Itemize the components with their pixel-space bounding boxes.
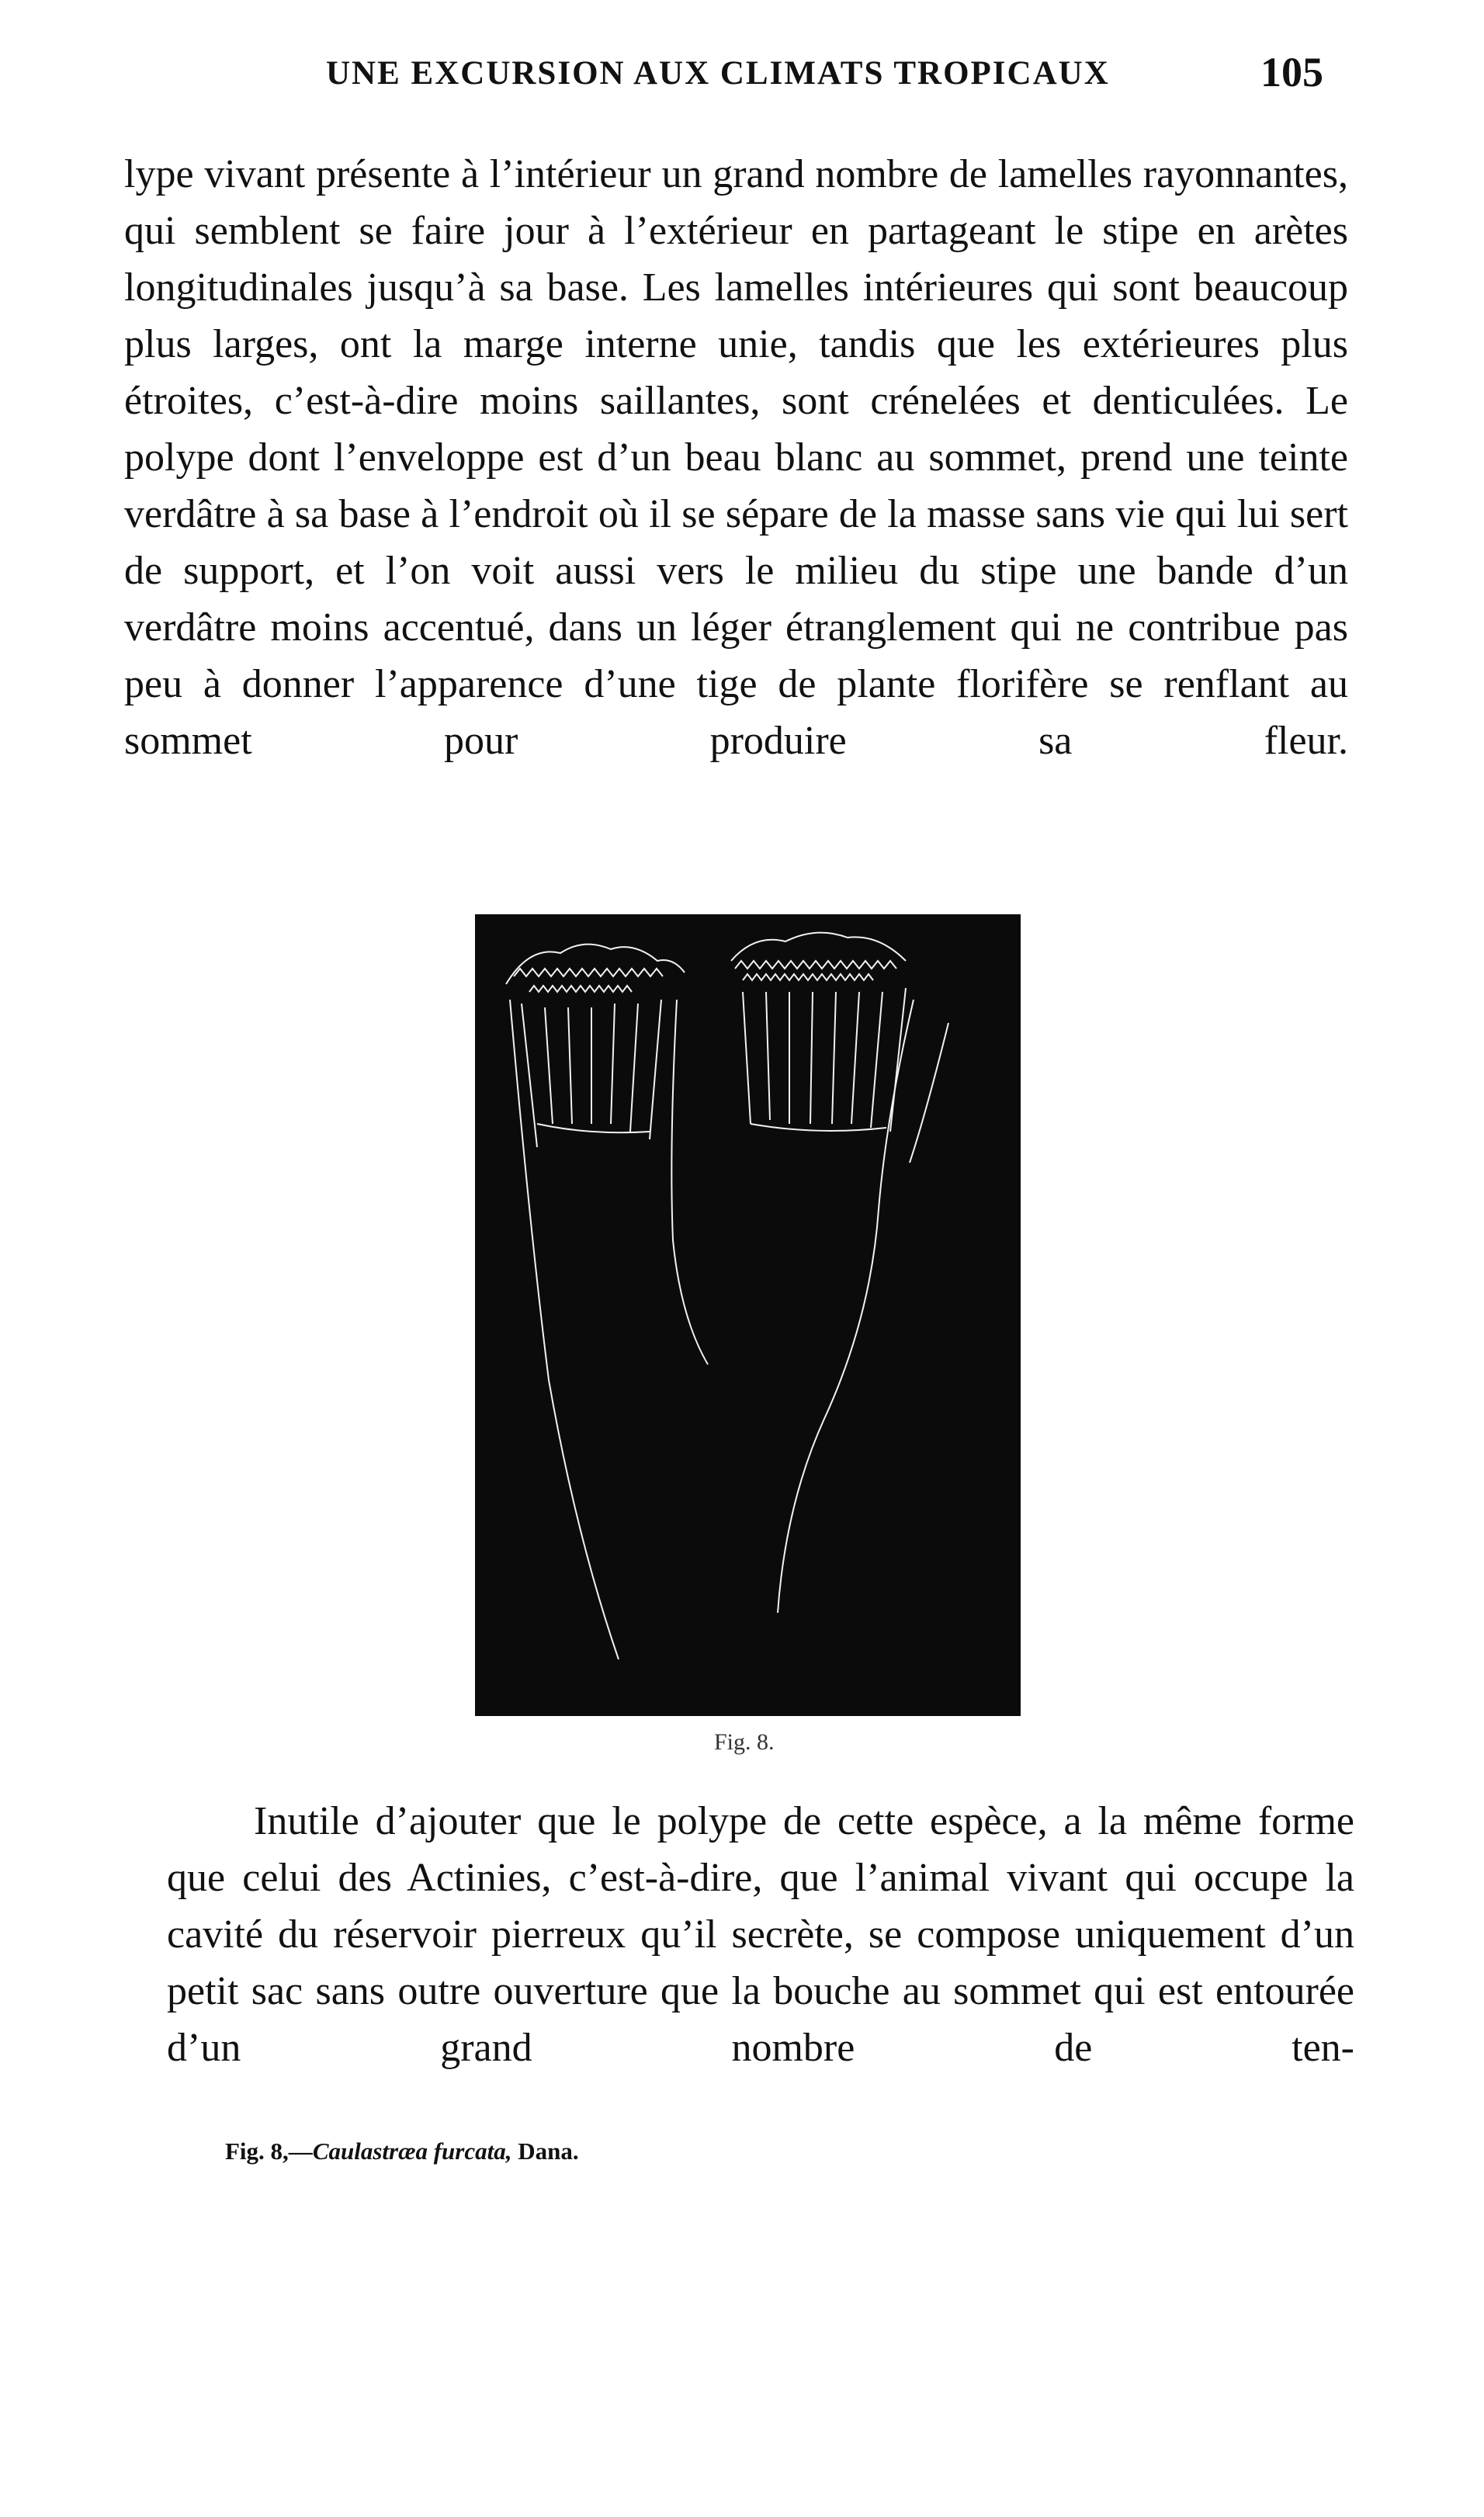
caption-author: Dana. [518, 2137, 579, 2165]
paragraph-2: Inutile d’ajouter que le polype de cette espèce, a la même forme que celui des Actinies, c’est-à-dire, que l’animal vivant qui occupe la cavité du réservoir pierreux qu’il secrète, se compose uniquement d’un petit sac sans outre ouverture que la bouche au sommet qui est entourée d’un grand nombre de ten- [167, 1799, 1354, 2070]
paragraph-1 [124, 146, 1348, 769]
running-title: UNE EXCURSION AUX CLIMATS TROPICAUX [326, 55, 1110, 92]
figure-illustration [475, 914, 1021, 1716]
figure-caption [225, 2137, 579, 2165]
page-number: 105 [1260, 49, 1323, 95]
caption-prefix: Fig. 8,— [225, 2137, 313, 2165]
paragraph-1-text: lype vivant présente à l’intérieur un grand nombre de lamelles rayonnantes, qui semblent se faire jour à l’extérieur en partageant le stipe en arètes longitudinales jusqu’à sa base. Les lamelles intérieures qui sont beaucoup plus larges, ont la marge interne unie, tandis que les extérieures plus étroites, c’est-à-dire moins saillantes, sont crénelées et denticulées. Le polype dont l’enveloppe est d’un beau blanc au sommet, prend une teinte verdâtre à sa base à l’endroit où il se sépare de la masse sans vie qui lui sert de support, et l’on voit aussi vers le milieu du stipe une bande d’un verdâtre moins accentué, dans un léger étranglement qui ne contribue pas peu à donner l’apparence d’une tige de plante florifère se renflant au sommet pour produire sa [124, 152, 1348, 763]
caption-species: Caulastræa furcata, [312, 2137, 512, 2165]
paragraph-1-last-word: fleur. [1264, 719, 1348, 763]
figure-mark: Fig. 8. [714, 1729, 775, 1755]
coral-polyp-illustration [475, 914, 1021, 1716]
